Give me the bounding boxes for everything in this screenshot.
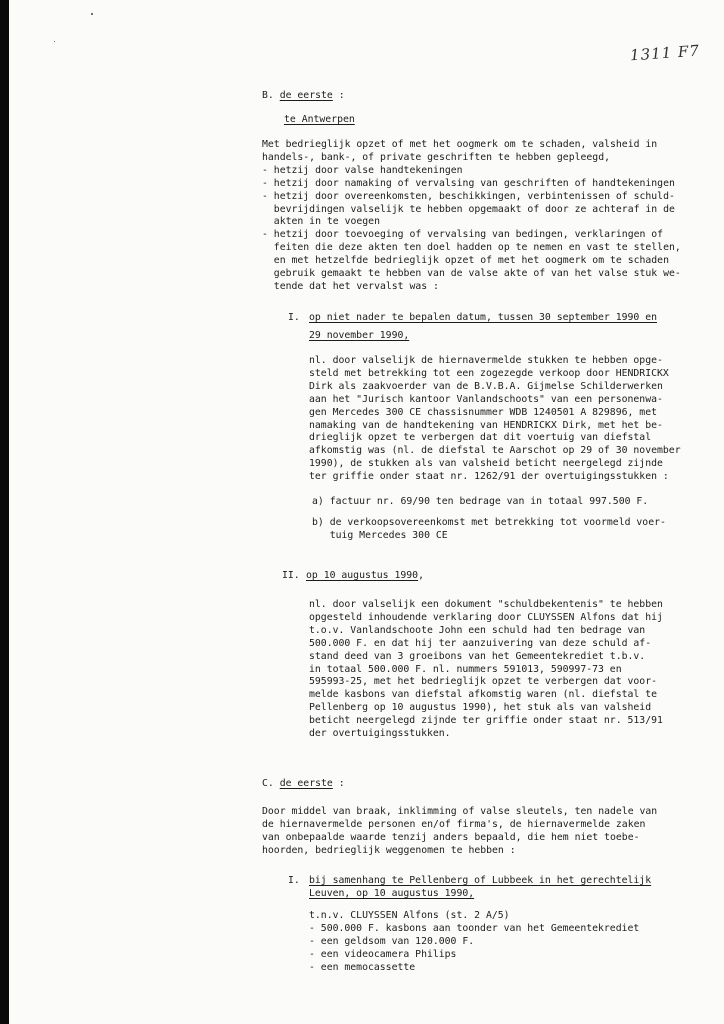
section-b-item-1-sub-a xyxy=(312,496,648,509)
item-numeral: II. xyxy=(282,570,300,581)
text-line: afkomstig was (nl. de diefstal te Aarschot op 29 of 30 november xyxy=(309,445,681,457)
text-line: Met bedrieglijk opzet of met het oogmerk om te schaden, valsheid in xyxy=(262,139,658,150)
section-c-heading: C. de eerste : xyxy=(262,778,345,789)
text-line: - hetzij door toevoeging of vervalsing van bedingen, verklaringen of xyxy=(262,229,664,241)
section-b-item-1-heading xyxy=(309,312,657,343)
section-b-item-1-body xyxy=(309,355,681,484)
section-c-item-1-body xyxy=(309,910,639,975)
text-line: 500.000 F. en dat hij ter aanzuivering van deze schuld af- xyxy=(309,637,652,649)
text-line: ter griffie onder staat nr. 1262/91 der overtuigingsstukken : xyxy=(309,471,669,483)
text-line: - 500.000 F. kasbons aan toonder van het Gemeentekrediet xyxy=(309,922,640,934)
scan-edge xyxy=(0,0,9,1024)
section-b-heading: B. de eerste : xyxy=(262,90,345,101)
text-line: nl. door valselijk de hiernavermelde stukken te hebben opge- xyxy=(309,355,663,366)
section-c-heading-text: de eerste xyxy=(279,778,333,789)
text-line: beticht neergelegd zijnde ter griffie onder staat nr. 513/91 xyxy=(309,715,663,727)
section-b-item-2-body xyxy=(309,599,663,741)
text-line: in totaal 500.000 F. nl. nummers 591013, 590997-73 en xyxy=(309,663,622,675)
heading-text: op 10 augustus 1990 xyxy=(306,570,419,581)
scan-speck xyxy=(54,41,55,42)
text-line: Dirk als zaakvoerder van de B.V.B.A. Gijmelse Schilderwerken xyxy=(309,380,663,392)
text-line: t.n.v. CLUYSSEN Alfons (st. 2 A/5) xyxy=(309,910,510,921)
text-line: bevrijdingen valselijk te hebben opgemaakt of door ze achteraf in de xyxy=(262,203,675,215)
text-line: steld met betrekking tot een zogezegde verkoop door HENDRICKX xyxy=(309,367,669,379)
section-b-item-2-heading: op 10 augustus 1990, xyxy=(306,570,424,581)
text-line: - een memocassette xyxy=(309,961,416,973)
text-line: opgesteld inhoudende verklaring door CLUYSSEN Alfons dat hij xyxy=(309,611,663,623)
text-line: handels-, bank-, of private geschriften te hebben gepleegd, xyxy=(262,151,610,163)
section-b-intro xyxy=(262,139,681,294)
section-b-location: te Antwerpen xyxy=(284,114,355,125)
text-line: - een videocamera Philips xyxy=(309,948,457,960)
text-line: hoorden, bedrieglijk weggenomen te hebben : xyxy=(262,844,516,856)
text-line: Door middel van braak, inklimming of valse sleutels, ten nadele van xyxy=(262,806,658,817)
text-line: namaking van de handtekening van HENDRICKX Dirk, met het be- xyxy=(309,419,663,431)
text-line: tuig Mercedes 300 CE xyxy=(312,529,448,541)
text-line: gen Mercedes 300 CE chassisnummer WDB 1240501 A 829896, met xyxy=(309,406,657,418)
heading-line: bij samenhang te Pellenberg of Lubbeek in het gerechtelijk xyxy=(309,875,652,886)
text-line: t.o.v. Vanlandschoote John een schuld had ten bedrage van xyxy=(309,624,646,636)
text-line: 1990), de stukken als van valsheid beticht neergelegd zijnde xyxy=(309,458,663,470)
text-line: der overtuigingsstukken. xyxy=(309,728,451,740)
section-b-heading-text: de eerste xyxy=(279,90,333,101)
text-line: de hiernavermelde personen en/of firma's, de hiernavermelde zaken xyxy=(262,818,646,830)
text-line: 595993-25, met het bedrieglijk opzet te verbergen dat voor- xyxy=(309,676,657,688)
text-line: - een geldsom van 120.000 F. xyxy=(309,935,475,947)
text-line: Pellenberg op 10 augustus 1990), het stuk als van valsheid xyxy=(309,702,652,714)
item-numeral: I. xyxy=(288,875,300,886)
section-c-intro xyxy=(262,806,657,858)
text-line: - hetzij door namaking of vervalsing van geschriften of handtekeningen xyxy=(262,177,675,189)
text-line: drieglijk opzet te verbergen dat dit voertuig van diefstal xyxy=(309,432,652,444)
text-line: van onbepaalde waarde tenzij anders bepaald, die hem niet toebe- xyxy=(262,831,640,843)
text-line: - hetzij door valse handtekeningen xyxy=(262,164,463,176)
item-numeral: I. xyxy=(288,312,300,323)
text-line: aan het "Jurisch kantoor Vanlandschoots" van een personenwa- xyxy=(309,393,663,405)
text-line: nl. door valselijk een dokument "schuldbekentenis" te hebben xyxy=(309,599,663,610)
text-line: akten in te voegen xyxy=(262,216,380,228)
text-line: - hetzij door overeenkomsten, beschikkingen, verbintenissen of schuld- xyxy=(262,190,675,202)
handwritten-note: 1311 F7 xyxy=(629,41,701,65)
scan-speck xyxy=(91,13,93,15)
section-c-item-1-heading xyxy=(309,875,651,901)
text-line: b) de verkoopsovereenkomst met betrekking tot voormeld voer- xyxy=(312,517,666,528)
text-line: feiten die deze akten ten doel hadden op te nemen en vast te stellen, xyxy=(262,242,681,254)
section-b-item-1-sub-b xyxy=(312,517,666,543)
text-line: a) factuur nr. 69/90 ten bedrage van in totaal 997.500 F. xyxy=(312,496,649,507)
text-line: gebruik gemaakt te hebben van de valse akte of van het valse stuk we- xyxy=(262,268,681,280)
text-line: en met hetzelfde bedrieglijk opzet of met het oogmerk om te schaden xyxy=(262,255,669,267)
heading-line: op niet nader te bepalen datum, tussen 30 september 1990 en xyxy=(309,312,657,323)
text-line: stand deed van 3 groeibons van het Gemeentekrediet t.b.v. xyxy=(309,650,646,662)
heading-line: 29 november 1990, xyxy=(309,329,410,341)
heading-line: Leuven, op 10 augustus 1990, xyxy=(309,887,475,899)
text-line: tende dat het vervalst was : xyxy=(262,280,439,292)
text-line: melde kasbons van diefstal afkomstig waren (nl. diefstal te xyxy=(309,689,657,701)
